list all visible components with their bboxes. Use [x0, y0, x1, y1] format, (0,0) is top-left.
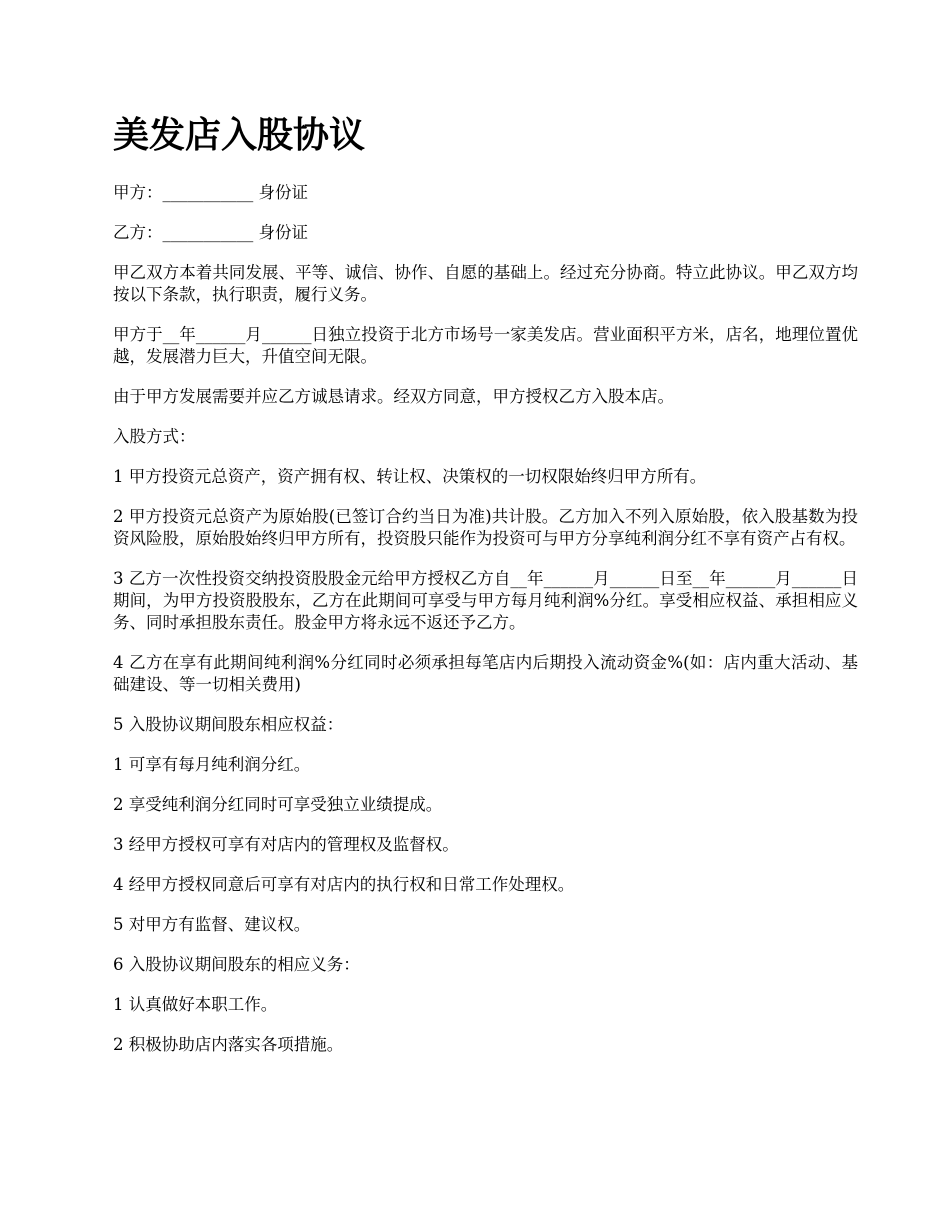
clause-2: 2 甲方投资元总资产为原始股(已签订合约当日为准)共计股。乙方加入不列入原始股，依入股基数为投资风险股，原始股始终归甲方所有，投资股只能作为投资可与甲方分享纯利润分红不享有资产占有权。 — [113, 507, 858, 548]
rights-item-3: 3 经甲方授权可享有对店内的管理权及监督权。 — [113, 835, 459, 854]
authorization-paragraph: 由于甲方发展需要并应乙方诚恳请求。经双方同意，甲方授权乙方入股本店。 — [113, 387, 674, 406]
section-heading-rights: 5 入股协议期间股东相应权益： — [113, 715, 344, 734]
rights-item-2: 2 享受纯利润分红同时可享受独立业绩提成。 — [113, 795, 443, 814]
clause-4: 4 乙方在享有此期间纯利润%分红同时必须承担每笔店内后期投入流动资金%(如：店内重大活动、基础建设、等一切相关费用) — [113, 653, 858, 694]
clause-3: 3 乙方一次性投资交纳投资股股金元给甲方授权乙方自__年______月______日至__年______月______日期间，为甲方投资股股东，乙方在此期间可享受与甲方每月纯利润%分红。享受相应权益、承担相应义务、同时承担股东责任。股金甲方将永远不返还予乙方。 — [113, 569, 858, 632]
document-title: 美发店入股协议 — [113, 115, 366, 156]
section-heading-obligations: 6 入股协议期间股东的相应义务： — [113, 955, 360, 974]
investment-paragraph: 甲方于__年______月______日独立投资于北方市场号一家美发店。营业面积平方米，店名，地理位置优越，发展潜力巨大，升值空间无限。 — [113, 325, 858, 366]
party-a-line: 甲方：___________ 身份证 — [113, 183, 308, 202]
obligation-item-1: 1 认真做好本职工作。 — [113, 995, 278, 1014]
party-b-line: 乙方：___________ 身份证 — [113, 223, 308, 242]
rights-item-1: 1 可享有每月纯利润分红。 — [113, 755, 311, 774]
rights-item-5: 5 对甲方有监督、建议权。 — [113, 915, 311, 934]
clause-1: 1 甲方投资元总资产，资产拥有权、转让权、决策权的一切权限始终归甲方所有。 — [113, 467, 707, 486]
obligation-item-2: 2 积极协助店内落实各项措施。 — [113, 1035, 344, 1054]
preamble-paragraph: 甲乙双方本着共同发展、平等、诚信、协作、自愿的基础上。经过充分协商。特立此协议。甲乙双方均按以下条款，执行职责，履行义务。 — [113, 263, 858, 304]
section-heading-investment-method: 入股方式： — [113, 427, 196, 446]
document-body — [113, 112, 858, 1074]
rights-item-4: 4 经甲方授权同意后可享有对店内的执行权和日常工作处理权。 — [113, 875, 575, 894]
